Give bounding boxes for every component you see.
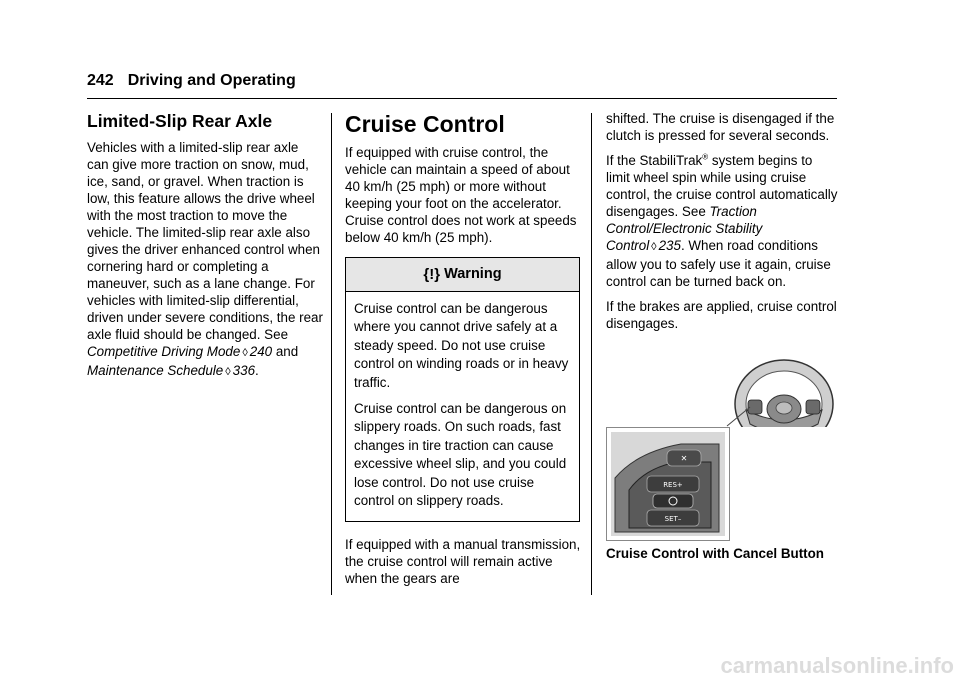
warning-icon: {!} (423, 266, 441, 283)
xref-icon: ◊ (225, 366, 231, 378)
svg-text:✕: ✕ (680, 454, 688, 463)
header-rule (87, 98, 837, 99)
page-ref[interactable]: 240 (249, 344, 273, 359)
res-button-label: RES+ (663, 481, 683, 489)
warning-paragraph-2: Cruise control can be dangerous on slippery roads. On such roads, fast changes in tire traction can cause excessive wheel slip, and you could lose control. Do not use cruise control on slippery roads. (354, 401, 567, 509)
warning-box (345, 257, 580, 522)
heading-limited-slip: Limited-Slip Rear Axle (87, 111, 273, 131)
column-3 (606, 110, 838, 340)
warning-body (346, 292, 579, 521)
steering-wheel-illustration (606, 352, 838, 427)
registered-mark: ® (702, 152, 709, 162)
clutch-paragraph: shifted. The cruise is disengaged if the clutch is pressed for several seconds. (606, 111, 835, 143)
cruise-onoff-icon (653, 494, 693, 508)
cruise-intro-paragraph: If equipped with cruise control, the vehicle can maintain a speed of about 40 km/h (25 mph) or more without keeping your foot on the accelerator. Cruise control does not work at speeds below 40 km/h (25 mph). (345, 145, 577, 245)
xref-icon: ◊ (651, 241, 657, 253)
page-ref[interactable]: 235 (658, 238, 681, 253)
steering-wheel-icon (735, 360, 833, 427)
heading-cruise-control: Cruise Control (345, 111, 505, 137)
manual-transmission-paragraph: If equipped with a manual transmission, the cruise control will remain active when the gears are (345, 537, 581, 587)
link-competitive-driving-mode[interactable]: Competitive Driving Mode (87, 344, 241, 359)
warning-title: {!} Warning (346, 258, 579, 292)
watermark-logo (638, 654, 958, 678)
cancel-button-icon (667, 450, 701, 466)
cruise-buttons-inset (606, 427, 730, 541)
cruise-button-panel (607, 428, 729, 540)
set-button-label: SET– (664, 515, 682, 523)
section-title: Driving and Operating (127, 72, 296, 89)
column-divider (591, 113, 592, 595)
limited-slip-paragraph: Vehicles with a limited-slip rear axle can give more traction on snow, mud, ice, sand, or gravel. When traction is low, this feature allows the drive wheel with the most traction to move the vehicle. The limited-slip rear axle also gives the driver enhanced control when cornering hard or completing a maneuver, such as a lane change. For vehicles with limited-slip differential, driven under severe conditions, the rear axle fluid should be changed. See Competitive Driving Mode ◊ 240 and Maintenance Schedule ◊ 336. (87, 140, 323, 378)
stabilitrak-paragraph: If the StabiliTrak® system begins to limit wheel spin while using cruise control, the cruise control automatically disengages. See Traction Control/Electronic Stability Control ◊ 235. When road conditions allow you to safely use it again, cruise control can be turned back on. (606, 152, 838, 289)
link-maintenance-schedule[interactable]: Maintenance Schedule (87, 363, 224, 378)
warning-paragraph-1: Cruise control can be dangerous where you cannot drive safely at a steady speed. Do not use cruise control on winding roads or in heavy traffic. (354, 301, 569, 390)
xref-icon: ◊ (242, 347, 248, 359)
column-1 (87, 110, 323, 389)
link-traction-control[interactable]: Traction Control/Electronic Stability Control (606, 204, 763, 253)
page-number: 242 (87, 72, 114, 89)
column-2 (345, 110, 581, 595)
column-divider (331, 113, 332, 595)
svg-text:carmanualsonline.info: carmanualsonline.info (720, 654, 954, 678)
cruise-control-figure (606, 352, 838, 542)
page-ref[interactable]: 336 (232, 363, 256, 378)
figure-caption: Cruise Control with Cancel Button (606, 546, 824, 561)
brakes-paragraph: If the brakes are applied, cruise control disengages. (606, 299, 837, 331)
page-header (87, 71, 296, 91)
